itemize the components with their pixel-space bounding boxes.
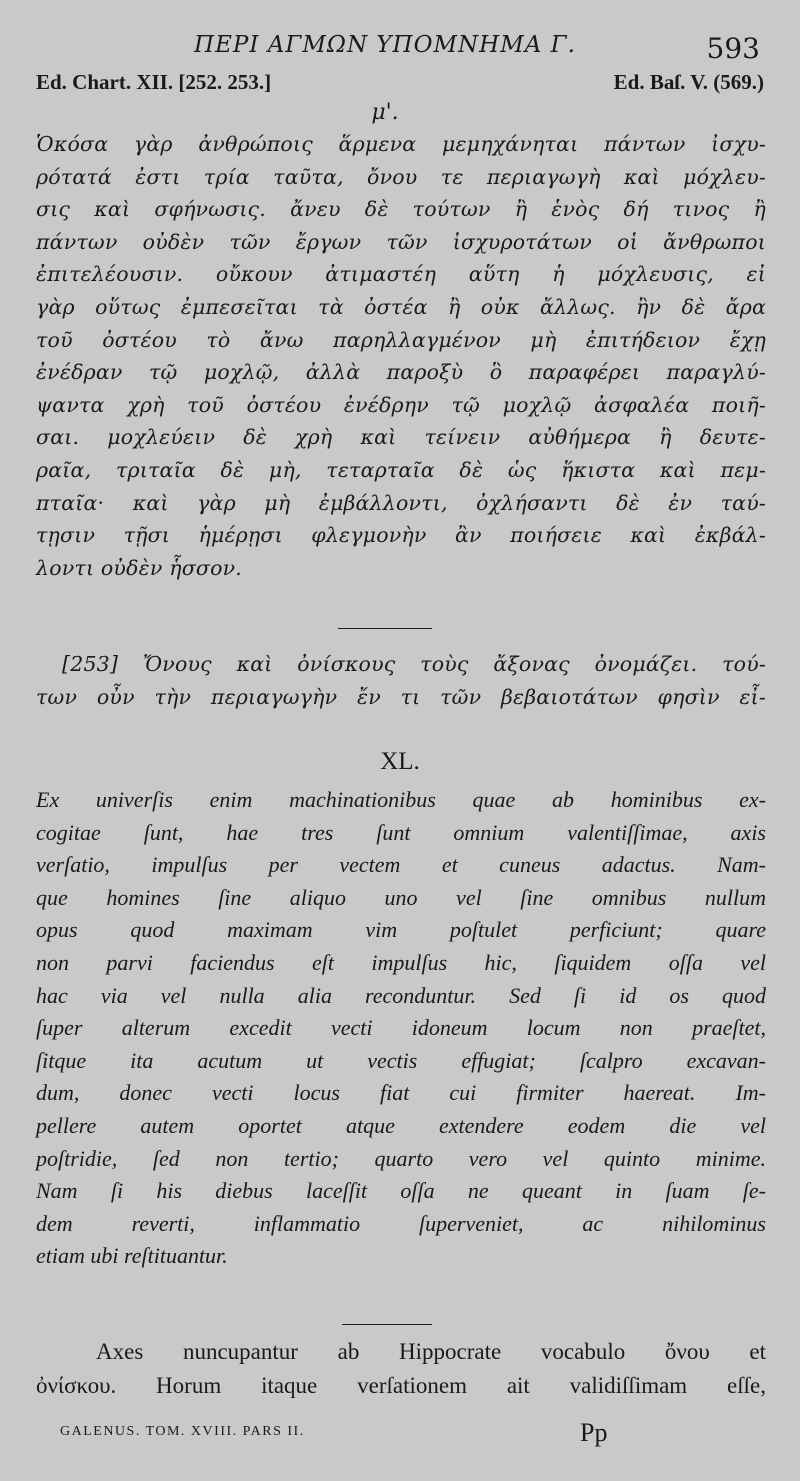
latin-line: Nam ſi his diebus laceſſit oſſa ne queant in ſuam ſe- — [36, 1178, 766, 1204]
latin-translation — [36, 784, 766, 1273]
greek-line: τῃσιν τῇσι ἡμέρῃσι φλεγμονὴν ἂν ποιήσειε καὶ ἐκβάλ- — [36, 523, 766, 548]
greek-line: σις καὶ σφήνωσις. ἄνευ δὲ τούτων ἢ ἑνὸς δή τινος ἢ — [36, 197, 766, 222]
edition-basel-reference: Ed. Baſ. V. (569.) — [613, 70, 764, 94]
signature-line: GALENUS. TOM. XVIII. PARS II. — [60, 1424, 305, 1439]
latin-line: ſuper alterum excedit vecti idoneum locum non praeſtet, — [36, 1015, 766, 1041]
latin-commentary — [36, 1335, 766, 1403]
latin-line: que homines ſine aliquo uno vel ſine omnibus nullum — [36, 884, 766, 910]
commentary-line: [253] Ὄνους καὶ ὀνίσκους τοὺς ἄξονας ὀνομάζει. τού- — [62, 652, 766, 676]
latin-line: poſtridie, ſed non tertio; quarto vero vel quinto minime. — [36, 1145, 766, 1171]
greek-line: σαι. μοχλεύειν δὲ χρὴ καὶ τείνειν αὐθήμερα ἢ δευτε- — [36, 425, 766, 450]
edition-reference-line — [36, 70, 764, 100]
latin-line: pellere autem oportet atque extendere eodem die vel — [36, 1112, 766, 1138]
section-number: μ'. — [371, 100, 399, 125]
latin-line: hac via vel nulla alia reconduntur. Sed ſi id os quod — [36, 982, 766, 1008]
page-footer — [60, 1418, 760, 1458]
greek-commentary — [36, 648, 766, 713]
latin-section-heading: XL. — [380, 748, 420, 775]
greek-line: Ὁκόσα γὰρ ἀνθρώποις ἅρμενα μεμηχάνηται πάντων ἰσχυ- — [36, 132, 766, 156]
greek-line: ἐνέδραν τῷ μοχλῷ, ἀλλὰ παροξὺ ὃ παραφέρει παραγλύ- — [36, 360, 766, 385]
latin-line: ſitque ita acutum ut vectis effugiat; ſcalpro excavan- — [36, 1047, 766, 1073]
commentary-line: Axes nuncupantur ab Hippocrate vocabulo ὄνου et — [96, 1339, 766, 1364]
latin-line: Ex univerſis enim machinationibus quae ab hominibus ex- — [36, 787, 766, 812]
greek-line: λοντι οὐδὲν ἧσσον. — [36, 555, 243, 580]
latin-line: verſatio, impulſus per vectem et cuneus adactus. Nam- — [36, 852, 766, 878]
greek-line: τοῦ ὀστέου τὸ ἄνω παρηλλαγμένον μὴ ἐπιτήδειον ἔχῃ — [36, 327, 766, 352]
greek-line: ψαντα χρὴ τοῦ ὀστέου ἐνέδρην τῷ μοχλῷ ἀσφαλέα ποιῆ- — [36, 392, 766, 417]
latin-line: dem reverti, inflammatio ſuperveniet, ac nihilominus — [36, 1210, 766, 1236]
greek-line: γὰρ οὕτως ἐμπεσεῖται τὰ ὀστέα ἢ οὐκ ἄλλως. ἢν δὲ ἄρα — [36, 294, 766, 319]
section-divider — [338, 628, 432, 629]
greek-line: πάντων οὐδὲν τῶν ἔργων τῶν ἰσχυροτάτων οἱ ἄνθρωποι — [36, 229, 766, 254]
greek-line: πταῖα· καὶ γὰρ μὴ ἐμβάλλοντι, ὀχλήσαντι δὲ ἐν ταύ- — [36, 490, 766, 515]
latin-line: dum, donec vecti locus fiat cui firmiter haereat. Im- — [36, 1080, 766, 1106]
latin-line: etiam ubi reſtituantur. — [36, 1243, 228, 1269]
greek-line: ἐπιτελέουσιν. οὔκουν ἀτιμαστέη αὕτη ἡ μόχλευσις, εἰ — [36, 262, 766, 287]
greek-line: ρότατά ἐστι τρία ταῦτα, ὄνου τε περιαγωγὴ καὶ μόχλευ- — [36, 164, 766, 189]
latin-line: non parvi faciendus eſt impulſus hic, ſiquidem oſſa vel — [36, 949, 766, 975]
running-title: ΠΕΡΙ ΑΓΜΩΝ ΥΠΟΜΝΗΜΑ Γ. — [194, 32, 576, 58]
latin-line: cogitae ſunt, hae tres ſunt omnium valentiſſimae, axis — [36, 819, 766, 845]
section-divider — [342, 1324, 432, 1325]
commentary-line: ὀνίσκου. Horum itaque verſationem ait validiſſimam eſſe, — [36, 1373, 766, 1398]
signature-mark: Pp — [580, 1418, 608, 1447]
greek-main-text — [36, 128, 766, 584]
edition-chartier-reference: Ed. Chart. XII. [252. 253.] — [36, 70, 272, 94]
greek-line: ραῖα, τριταῖα δὲ μὴ, τεταρταῖα δὲ ὡς ἥκιστα καὶ πεμ- — [36, 457, 766, 482]
running-head — [0, 28, 800, 64]
commentary-line: των οὖν τὴν περιαγωγὴν ἔν τι τῶν βεβαιοτάτων φησὶν εἶ- — [36, 684, 766, 709]
page-number: 593 — [706, 32, 760, 65]
latin-line: opus quod maximam vim poſtulet perficiunt; quare — [36, 917, 766, 943]
